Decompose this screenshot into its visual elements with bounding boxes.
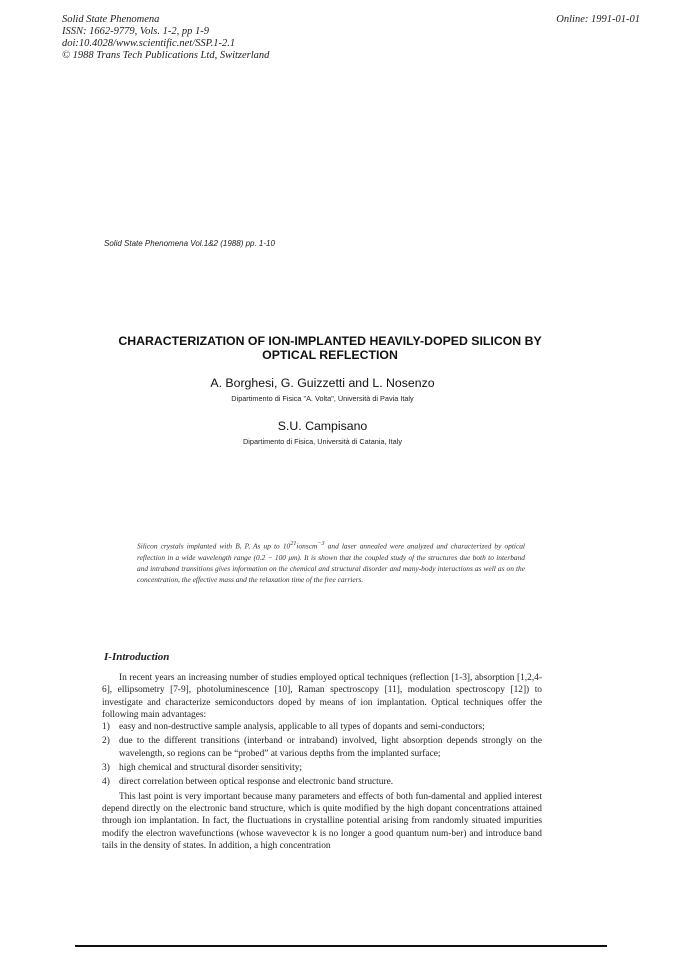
list-text: due to the different transitions (interband or intraband) involved, light absorption depends strongly on the wavelength, so regions can be “probed” at various depths from the implanted surface; <box>119 736 542 759</box>
abstract-exponent: 21 <box>290 541 297 547</box>
paragraph-2: This last point is very important because many parameters and effects of both fun-damental and applied interest depend directly on the electronic band structure, which is quite modified by the high dopant concentrations attained through ion implantation. In fact, the fluctuations in crystalline potential arising from randomly situated impurities modify the electron wavefunctions (whose wavevector k is no longer a good quantum num-ber) and introduce band tails in the density of states. In addition, a high concentration <box>102 791 542 851</box>
list-text: high chemical and structural disorder sensitivity; <box>119 763 303 774</box>
footer-rule <box>75 945 607 947</box>
affiliation-catania: Dipartimento di Fisica, Università di Catania, Italy <box>243 437 402 446</box>
meta-copyright: © 1988 Trans Tech Publications Ltd, Switzerland <box>62 50 270 61</box>
list-number: 4) <box>102 777 110 788</box>
author-list: A. Borghesi, G. Guizzetti and L. Nosenzo <box>210 376 435 390</box>
list-number: 1) <box>102 722 110 733</box>
list-item <box>102 735 542 760</box>
online-date: Online: 1991-01-01 <box>556 14 640 25</box>
list-item <box>102 762 542 774</box>
list-text: direct correlation between optical response and electronic band structure. <box>119 777 394 788</box>
affiliation-pavia: Dipartimento di Fisica "A. Volta", Università di Pavia Italy <box>231 394 414 403</box>
abstract-unit-exponent: −3 <box>317 541 325 547</box>
publication-meta <box>62 14 269 62</box>
abstract-text-1: Silicon crystals implanted with B, P, As up to 10 <box>137 541 291 551</box>
meta-issn: ISSN: 1662-9779, Vols. 1-2, pp 1-9 <box>62 26 209 37</box>
title-line-1: CHARACTERIZATION OF ION-IMPLANTED HEAVILY-DOPED SILICON BY <box>118 334 542 348</box>
list-item <box>102 721 542 733</box>
section-heading: I-Introduction <box>104 651 170 663</box>
paper-title <box>90 334 570 362</box>
journal-reference: Solid State Phenomena Vol.1&2 (1988) pp. 1-10 <box>104 239 275 248</box>
paragraph-1: In recent years an increasing number of studies employed optical techniques (reflection [1-3], absorption [1,2,4-6], ellipsometry [7-9], photoluminescence [10], Raman spectroscopy [11], modulation spectroscopy [12]) to investigate and characterize semiconductors doped by means of ion implantation. Optical techniques offer the following main advantages: <box>102 673 542 720</box>
abstract <box>137 539 525 586</box>
list-number: 2) <box>102 736 110 747</box>
list-number: 3) <box>102 763 110 774</box>
author-second: S.U. Campisano <box>277 419 368 433</box>
advantages-list <box>102 721 542 788</box>
list-text: easy and non-destructive sample analysis, applicable to all types of dopants and semi-conductors; <box>119 722 485 733</box>
abstract-text-2: and laser annealed were analyzed and characterized by optical reflection in a wide wavelength range (0.2 − 100 μm). It is shown that the coupled study of the structures due both to interband and intraband transitions gives information on the chemical and structural disorder and many-body interactions as well as on the concentration, the effective mass and the relaxation time of the free carriers. <box>137 541 525 585</box>
meta-doi: doi:10.4028/www.scientific.net/SSP.1-2.1 <box>62 38 236 49</box>
meta-journal: Solid State Phenomena <box>62 14 160 25</box>
title-line-2: OPTICAL REFLECTION <box>262 348 398 362</box>
abstract-unit: ionscm <box>296 541 318 551</box>
list-item <box>102 776 542 788</box>
body-text <box>102 672 542 852</box>
